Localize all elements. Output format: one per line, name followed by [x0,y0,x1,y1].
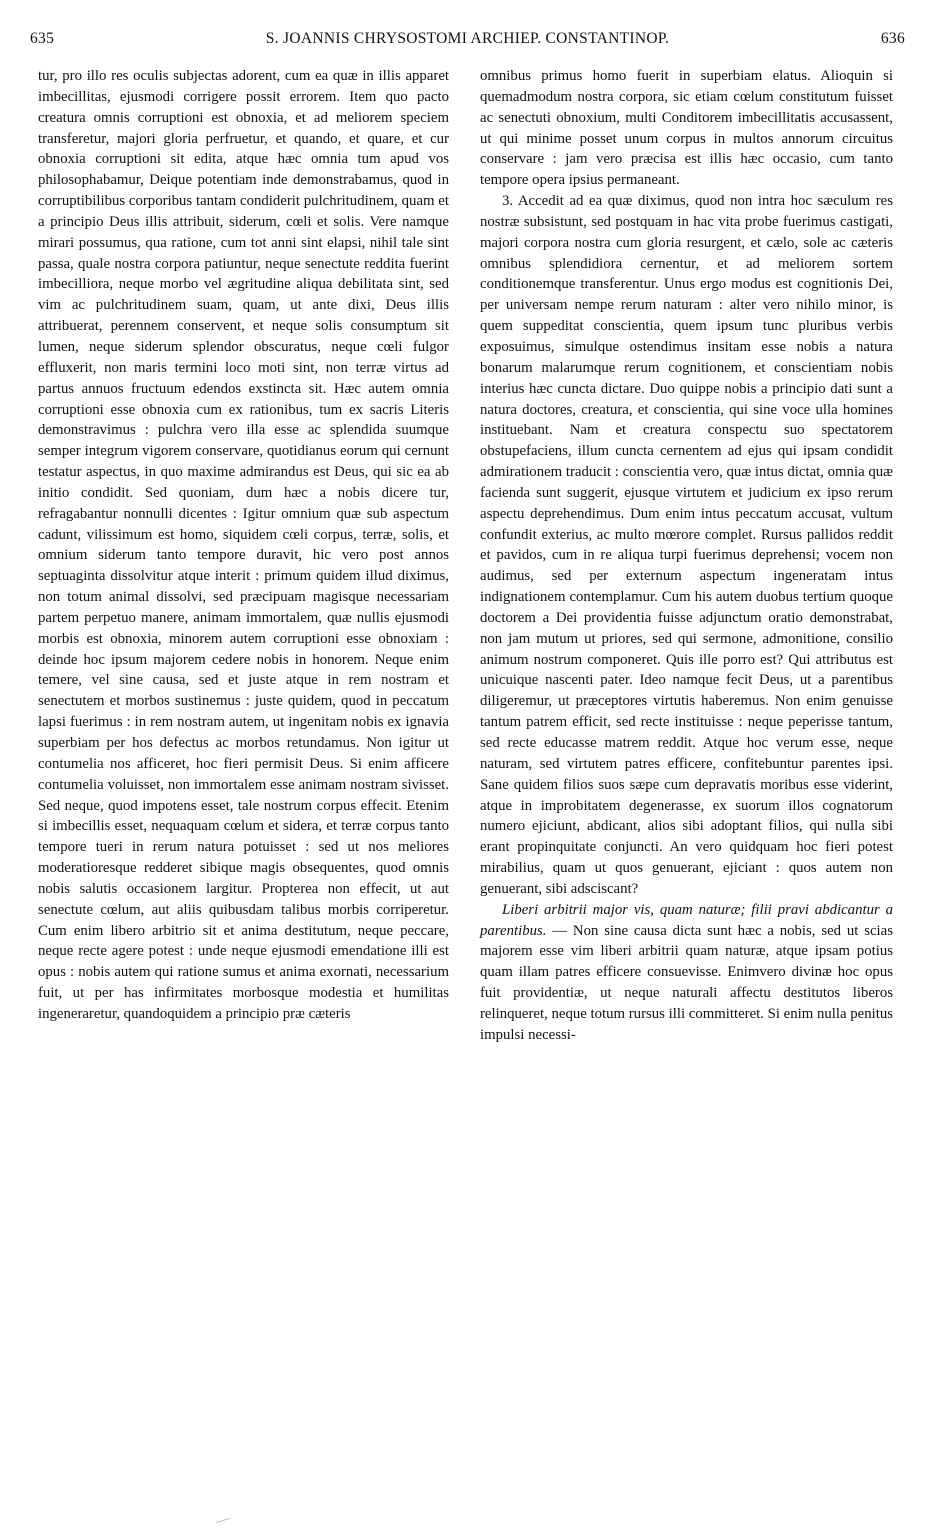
right-paragraph-3 [480,900,893,1046]
page-number-right: 636 [880,30,905,47]
left-column [38,66,449,1025]
right-paragraph-2: 3. Accedit ad ea quæ diximus, quod non intra hoc sæculum res nostræ subsistunt, sed postquam in hac vita probe fuerimus castigati, majori corpora nostra cum gloria resurgent, et cælo, sole ac cæteris omnibus splendidiora cernentur, et ad meliorem sortem conditionemque transferentur. Unus ergo modus est cognitionis Dei, per universam nempe rerum naturam : alter vero nihilo minor, is quem suppeditat conscientia, quem ipsum tunc pluribus verbis exposuimus, simulque ostendimus insitam esse nobis a natura bonarum malarumque rerum cognitionem, et conscientiam nobis interius hæc cuncta dictare. Duo quippe nobis a principio dati sunt a natura doctores, creatura, et conscientia, qui sine voce ulla homines instituebant. Nam et creatura conspectu suo spectatorem obstupefaciens, illum cuncta cernentem ad ejus qui ipsam condidit admirationem traducit : conscientia vero, quæ intus dictat, omnia quæ facienda sunt suggerit, ejusque virtutem et judicium ex ipso rerum aspectu deprehendimus. Dum enim intus peccatum accusat, vultum confundit exterius, ac multo mœrore complet. Rursus pallidos reddit et pavidos, cum in re aliqua turpi fuerimus deprehensi; vocem non audimus, sed per externum aspectum ingeneratam intus indignationem contemplamur. Cum his autem duobus tertium quoque doctorem a Dei providentia fuisse adjunctum oratio demonstrabat, non jam mutum ut priores, sed qui sermone, admonitione, consilio animum nostrum componeret. Quis ille porro est? Qui attributus est unicuique nascenti pater. Ideo namque fecit Deus, ut a parentibus diligeremur, ut præceptores virtutis haberemus. Non enim genuisse tantum patrem efficit, sed recte instituisse : neque peperisse tantum, sed recte educasse matrem reddit. Atque hoc verum esse, neque naturam, sed virtutem patres efficere, confitebuntur parentes ipsi. Sane quidem filios suos sæpe cum depravatis moribus esse viderint, atque in improbitatem degenerasse, ex suorum illos cognatorum numero ejiciunt, abdicant, alios sibi adoptant filios, qui nulla sibi erant propinquitate conjuncti. An vero quidquam hoc fieri potest mirabilius, quam ut quos genuerant, ejiciant : quos autem non genuerant, sibi adsciscant? [480,193,893,897]
section-heading: Liberi arbitrii major vis, quam naturæ; filii pravi abdicantur a parentibus. [480,901,893,939]
stray-mark [216,1518,230,1523]
running-title: S. JOANNIS CHRYSOSTOMI ARCHIEP. CONSTANTINOP. [265,30,670,47]
right-column [480,66,893,1046]
left-paragraph-1: tur, pro illo res oculis subjectas adorent, cum ea quæ in illis apparet imbecillitas, ejusmodi corrigere possit errorem. Item quo pacto creatura omnis corruptioni est obnoxia, et ad meliorem speciem transferetur, majori gloria perfruetur, et quando, et quare, et cur obnoxia corruptioni sit edita, atque hæc omnia tum apud vos philosophabamur, Deique potentiam inde demonstrabamus, quod in corruptibilibus corporibus tantam condiderit pulchritudinem, quam et a principio Deus illis attribuit, siderum, cœli et solis. Vere namque mirari possumus, qua ratione, cum tot anni sint elapsi, nihil tale sint passa, quale nostra corpora patiuntur, neque senectute reddita fuerint imbecilliora, neque morbo vel ægritudine aliqua debilitata sint, sed vim ac pulchritudinem suam, quam, ut ante dixi, Deus illis attribuerat, perennem conservent, et neque solis consumptum sit lumen, neque siderum splendor obscuratus, neque cœli fulgor effluxerit, non maris termini loco moti sint, non terræ virtus ad partus annuos fructuum edendos exstincta sit. Hæc autem omnia corruptioni esse obnoxia cum ex rationibus, tum ex sacris Literis demonstravimus : pulchra vero illa esse ac splendida suumque semper integrum vigorem conservare, quotidianus eorum qui cernunt testatur aspectus, in quo maxime admirandus est Deus, qui sic ea ab initio condidit. Sed quoniam, dum hæc a nobis dicere tur, refragabantur nonnulli dicentes : Igitur omnium quæ sub aspectum cadunt, vilissimum est homo, siquidem cœli corpus, terræ, solis, et omnium siderum tanto tempore duravit, hic vero post annos septuaginta dissolvitur atque interit : primum quidem illud diximus, non totum animal dissolvi, sed præcipuam magisque necessariam partem perpetuo manere, animam immortalem, quæ nullis ejusmodi morbis est obnoxia, minorem autem corruptioni esse obnoxiam : deinde hoc ipsum majorem cedere nobis in honorem. Neque enim temere, vel sine causa, sed et juste atque in rem nostram et senectutem et morbos sustinemus : juste quidem, quod in peccatum lapsi fuerimus : in rem nostram autem, ut ingenitam nobis ex ignavia superbiam per hos defectus ac morbos retundamus. Non igitur ut contumelia nos afficeret, hoc fieri permisit Deus. Si enim afficere contumelia voluisset, non immortalem esse animam nostram sivisset. Sed neque, quod impotens esset, tale nostrum corpus effecit. Etenim si imbecillis esset, nequaquam cœlum et sidera, et terræ corpus tanto tempore tueri in rerum natura potuisset : sed ut nos meliores moderatioresque redderet sibique magis obsequentes, quod omnis nobis salutis occasionem largitur. Propterea non effecit, ut aut senectute cœlum, aut aliis quibusdam talibus morbis corriperetur. Cum enim libero arbitrio sit et anima destitutum, neque peccare, neque recte agere potest : unde neque ejusmodi emendatione illi est opus : nobis autem qui ratione sumus et anima exornati, necessarium fuit, ut per has infirmitates morbosque modestia et humilitas ingeneraretur, quandoquidem a principio præ cæteris [38,68,449,1022]
right-paragraph-1: omnibus primus homo fuerit in superbiam elatus. Alioquin si quemadmodum nostra corpora, sic etiam cœlum constitutum fuisset ac senectuti obnoxium, multi Conditorem imbecillitatis accusassent, ut qui minime posset unum corpus in multos annorum circuitus conservare : jam vero præcisa est illis hæc occasio, cum tanto tempore opera ipsius permaneant. [480,68,893,189]
right-paragraph-3-text: — Non sine causa dicta sunt hæc a nobis, sed ut scias majorem esse vim liberi arbitrii quam naturæ, atque ipsam potius quam illam patres efficere consuevisse. Enimvero divinæ hoc opus fuit providentiæ, ut neque naturali affectu destitutos liberos relinqueret, neque totum rursus illi committeret. Si enim nulla penitus impulsi necessi- [480,922,893,1043]
page-header [30,30,905,56]
page-number-left: 635 [30,30,55,47]
